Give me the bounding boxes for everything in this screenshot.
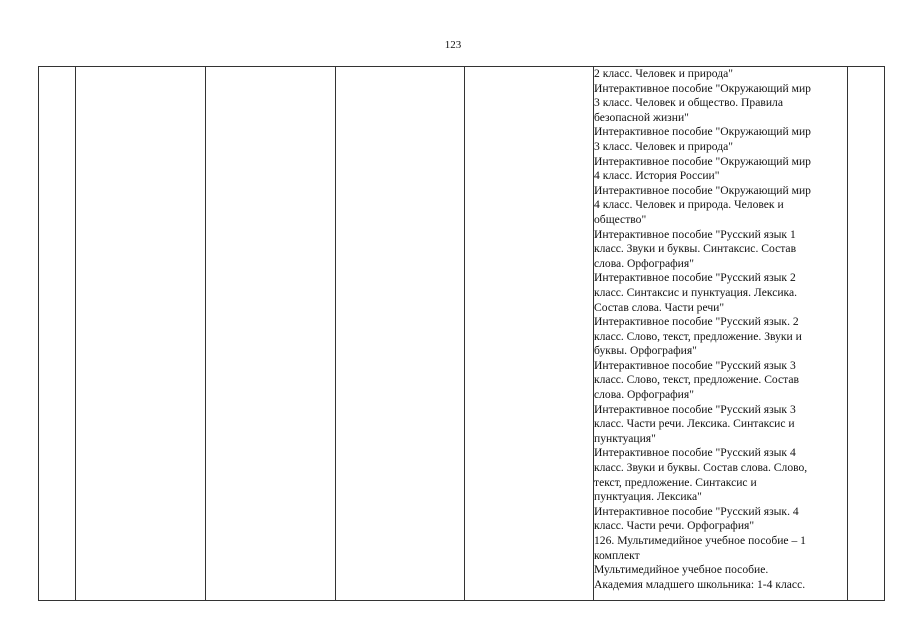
text-line: комплект xyxy=(594,548,640,562)
text-line: 3 класс. Человек и общество. Правила xyxy=(594,96,783,110)
text-line: Интерактивное пособие "Окружающий мир xyxy=(594,183,811,197)
text-line: безопасной жизни" xyxy=(594,110,689,124)
text-line: общество" xyxy=(594,212,647,226)
text-line: пунктуация" xyxy=(594,431,656,445)
text-line: Интерактивное пособие "Русский язык 3 xyxy=(594,402,796,416)
text-line: 4 класс. Человек и природа. Человек и xyxy=(594,198,784,212)
text-line: класс. Слово, текст, предложение. Состав xyxy=(594,373,799,387)
text-line: класс. Части речи. Лексика. Синтаксис и xyxy=(594,417,795,431)
text-line: слова. Орфография" xyxy=(594,256,694,270)
table-row xyxy=(39,67,885,601)
text-line: Интерактивное пособие "Окружающий мир xyxy=(594,125,811,139)
page-number: 123 xyxy=(444,39,462,51)
text-line: Состав слова. Части речи" xyxy=(594,300,725,314)
text-line: 126. Мультимедийное учебное пособие – 1 xyxy=(594,534,806,547)
table-cell-empty-3 xyxy=(336,67,465,601)
text-line: Академия младшего школьника: 1-4 класс. xyxy=(594,577,806,591)
text-line: Интерактивное пособие "Окружающий мир xyxy=(594,154,811,168)
table-cell-number xyxy=(39,67,76,601)
text-line: текст, предложение. Синтаксис и xyxy=(594,475,757,489)
text-line: класс. Синтаксис и пунктуация. Лексика. xyxy=(594,285,798,299)
text-line: буквы. Орфография" xyxy=(594,344,697,358)
text-line: Интерактивное пособие "Русский язык. 2 xyxy=(594,315,799,329)
text-line: Интерактивное пособие "Русский язык 4 xyxy=(594,446,796,460)
text-line: Мультимедийное учебное пособие. xyxy=(594,563,769,577)
document-table xyxy=(38,66,885,601)
text-line: класс. Части речи. Орфография" xyxy=(594,519,755,533)
text-line: Интерактивное пособие "Окружающий мир xyxy=(594,81,811,95)
table-cell-equipment-list xyxy=(594,67,848,601)
text-line: 4 класс. История России" xyxy=(594,169,720,183)
text-line: пунктуация. Лексика" xyxy=(594,490,702,504)
text-line: Интерактивное пособие "Русский язык 3 xyxy=(594,358,796,372)
text-line: 3 класс. Человек и природа" xyxy=(594,139,734,153)
text-line: класс. Звуки и буквы. Синтаксис. Состав xyxy=(594,242,797,256)
text-line: Интерактивное пособие "Русский язык. 4 xyxy=(594,504,799,518)
table-cell-empty-1 xyxy=(76,67,206,601)
text-line: 2 класс. Человек и природа" xyxy=(594,67,734,80)
text-line: слова. Орфография" xyxy=(594,388,694,402)
text-line: класс. Слово, текст, предложение. Звуки и xyxy=(594,329,802,343)
text-line: класс. Звуки и буквы. Состав слова. Слово, xyxy=(594,461,808,475)
text-line: Интерактивное пособие "Русский язык 1 xyxy=(594,227,796,241)
text-line: Интерактивное пособие "Русский язык 2 xyxy=(594,271,796,285)
table-cell-empty-2 xyxy=(206,67,336,601)
table-cell-empty-4 xyxy=(465,67,594,601)
table-cell-empty-last xyxy=(848,67,885,601)
equipment-list-text xyxy=(594,67,847,592)
